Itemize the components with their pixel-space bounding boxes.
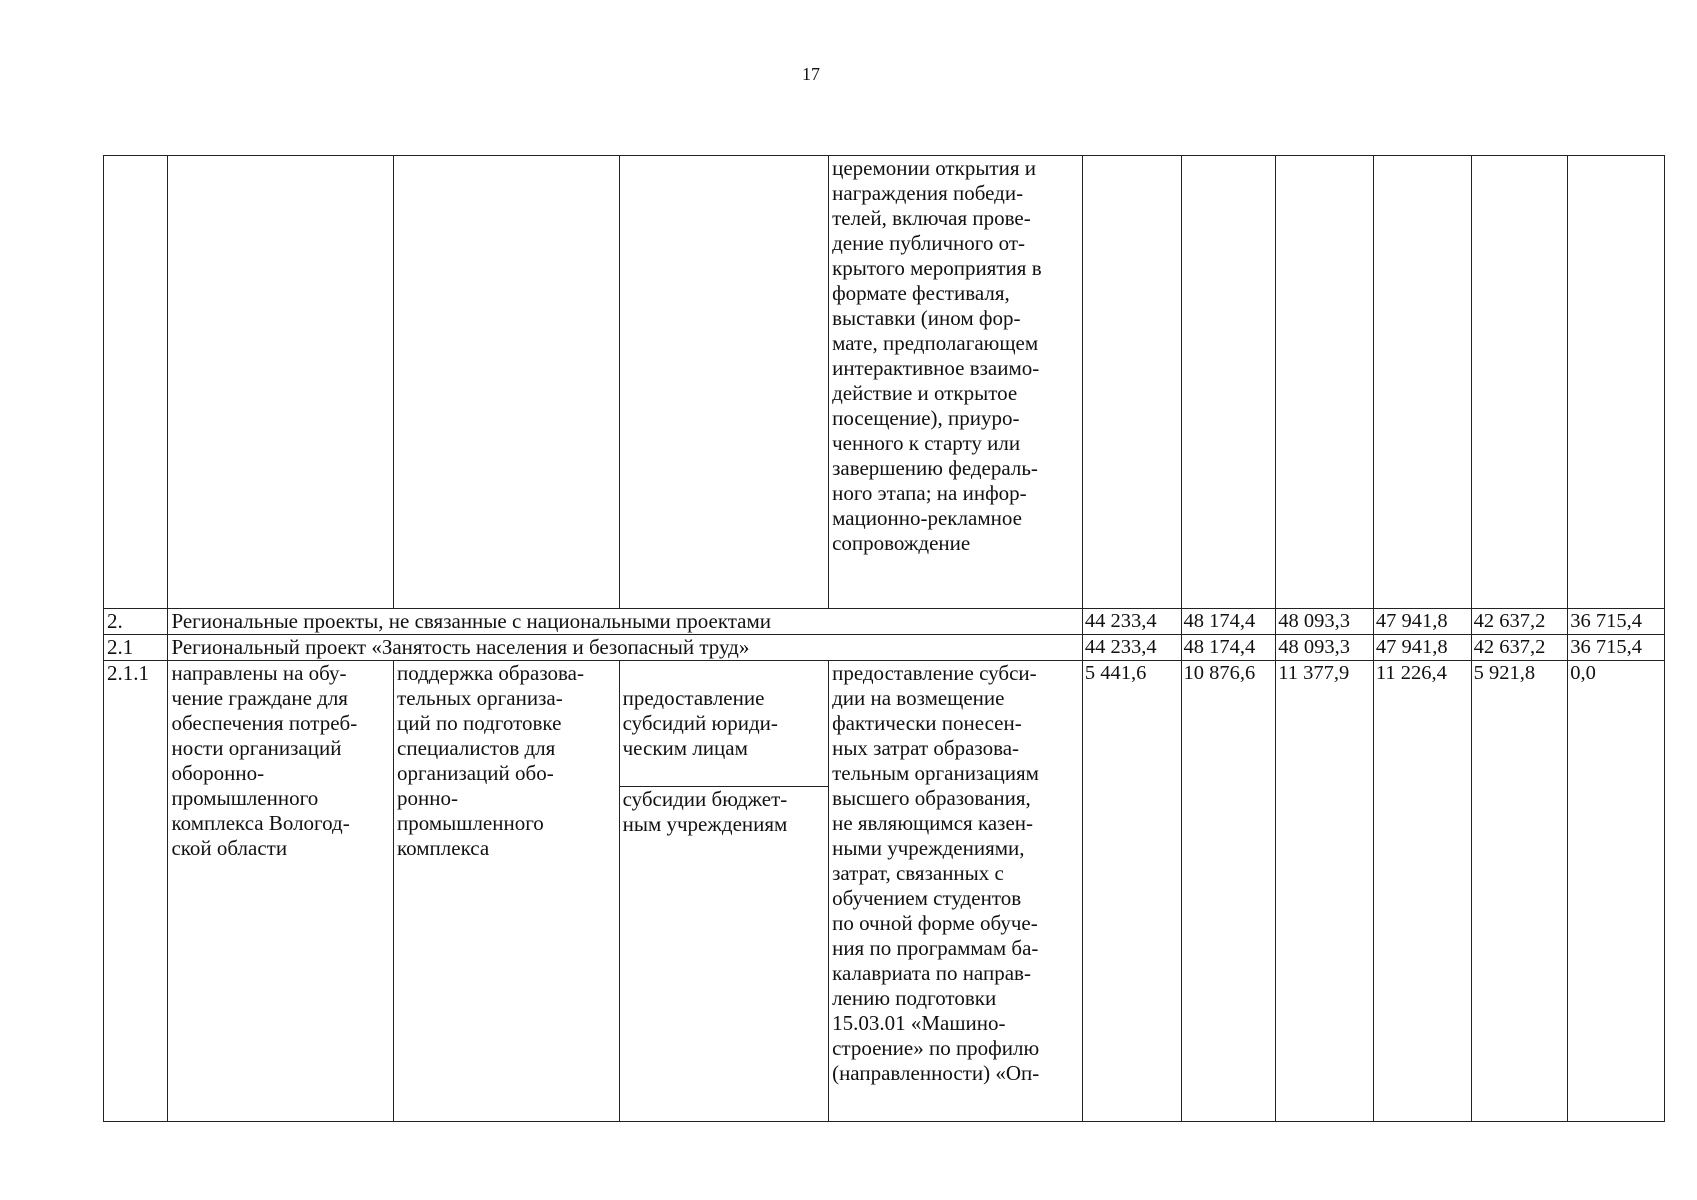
section-row-2-1 <box>104 635 1665 661</box>
cell-value-1 <box>1082 156 1181 609</box>
item-purpose: направлены на обу- чение граждане для обеспечения потреб- ности организаций оборонно- промышленного комплекса Вологод- ской области <box>168 661 394 1122</box>
section-value-2: 48 174,4 <box>1181 609 1276 635</box>
section-value-5: 42 637,2 <box>1471 635 1568 661</box>
cell-value-4 <box>1373 156 1471 609</box>
cell-value-5 <box>1471 156 1568 609</box>
section-row-2 <box>104 609 1665 635</box>
cell-mechanism <box>619 156 828 609</box>
item-mechanism <box>619 661 828 1122</box>
section-value-5: 42 637,2 <box>1471 609 1568 635</box>
item-number: 2.1.1 <box>104 661 168 1122</box>
cell-value-2 <box>1181 156 1276 609</box>
page-number: 17 <box>802 64 820 84</box>
cell-purpose <box>168 156 394 609</box>
section-value-4: 47 941,8 <box>1373 609 1471 635</box>
item-value-2: 10 876,6 <box>1181 661 1276 1122</box>
item-value-4: 11 226,4 <box>1373 661 1471 1122</box>
cell-description: церемонии открытия и награждения победи- телей, включая прове- дение публичного от- крытого мероприятия в формате фестиваля, выставки (ином фор- мате, предполагающем интерактивное взаимо- действие и открытое посещение), приуро- ченного к старту или завершению федераль- ного этапа; на инфор- мационно-рекламное сопровождение <box>829 156 1083 609</box>
cell-direction <box>394 156 620 609</box>
cell-value-6 <box>1568 156 1665 609</box>
section-value-6: 36 715,4 <box>1568 609 1665 635</box>
section-value-3: 48 093,3 <box>1276 609 1374 635</box>
section-value-1: 44 233,4 <box>1082 635 1181 661</box>
continued-row <box>104 156 1665 609</box>
item-description: предоставление субси- дии на возмещение фактически понесен- ных затрат образова- тельным организациям высшего образования, не являющимся казен- ными учреждениями, затрат, связанных с обучением студентов по очной форме обуче- ния по программам ба- калавриата по направ- лению подготовки 15.03.01 «Машино- строение» по профилю (направленности) «Оп- <box>829 661 1083 1122</box>
item-value-1: 5 441,6 <box>1082 661 1181 1122</box>
item-row-2-1-1 <box>104 661 1665 1122</box>
section-value-4: 47 941,8 <box>1373 635 1471 661</box>
budget-table <box>103 155 1665 1122</box>
section-title: Региональный проект «Занятость населения и безопасный труд» <box>168 635 1082 661</box>
cell-number <box>104 156 168 609</box>
section-value-6: 36 715,4 <box>1568 635 1665 661</box>
item-value-3: 11 377,9 <box>1276 661 1374 1122</box>
section-value-2: 48 174,4 <box>1181 635 1276 661</box>
section-number: 2.1 <box>104 635 168 661</box>
section-number: 2. <box>104 609 168 635</box>
section-title: Региональные проекты, не связанные с национальными проектами <box>168 609 1082 635</box>
section-value-1: 44 233,4 <box>1082 609 1181 635</box>
section-value-3: 48 093,3 <box>1276 635 1374 661</box>
item-mechanism-2: субсидии бюджет- ным учреждениям <box>620 786 828 837</box>
item-value-5: 5 921,8 <box>1471 661 1568 1122</box>
item-mechanism-1: предоставление субсидий юриди- ческим лицам <box>622 686 778 760</box>
cell-value-3 <box>1276 156 1374 609</box>
item-value-6: 0,0 <box>1568 661 1665 1122</box>
item-direction: поддержка образова- тельных организа- ций по подготовке специалистов для организаций обо- ронно- промышленного комплекса <box>394 661 620 1122</box>
